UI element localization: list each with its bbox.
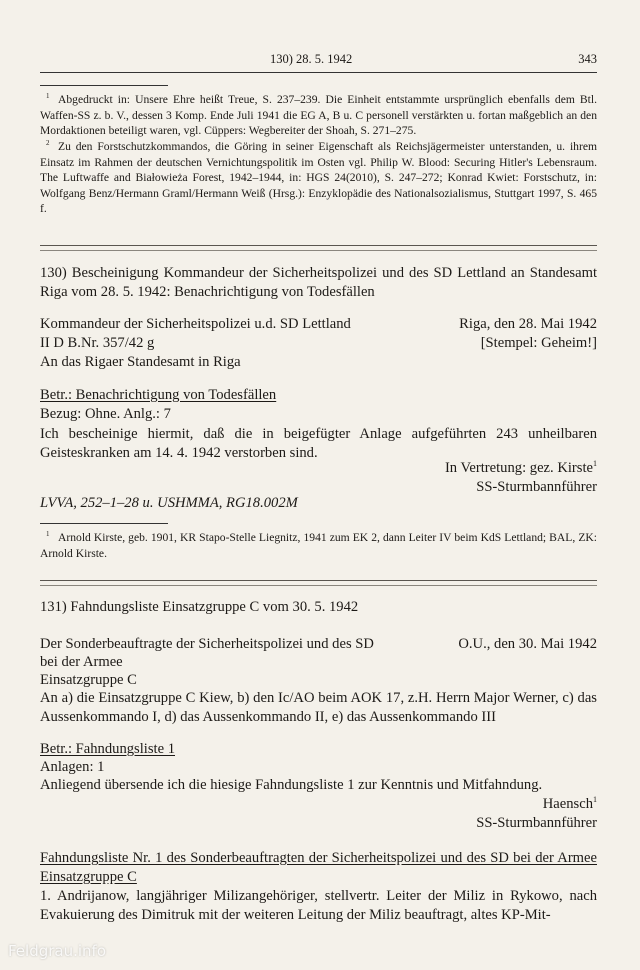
doc131-signature [543, 796, 597, 813]
running-header: 130) 28. 5. 1942 [270, 52, 353, 66]
doc130-place-date: Riga, den 28. Mai 1942 [459, 316, 597, 332]
doc130-source: LVVA, 252–1–28 u. USHMMA, RG18.002M [40, 495, 298, 511]
doc131-place-date: O.U., den 30. Mai 1942 [458, 636, 597, 652]
doc130-stamp: [Stempel: Geheim!] [480, 335, 597, 351]
footnote-1 [40, 92, 597, 139]
signature-text: Haensch [542, 796, 593, 812]
doc130-reference-number: II D B.Nr. 357/42 g [40, 335, 155, 351]
doc130-title: 130) Bescheinigung Kommandeur der Sicherheitspolizei und des SD Lettland an Standesamt Riga vom 28. 5. 1942: Benachrichtigung von Todesfällen [40, 265, 597, 300]
doc130-body: Ich bescheinige hiermit, daß die in beigefügter Anlage aufgeführten 243 unheilbaren Geisteskranken am 14. 4. 1942 verstorben sind. [40, 426, 597, 461]
footnote-text: Arnold Kirste, geb. 1901, KR Stapo-Stelle Liegnitz, 1941 zum EK 2, dann Leiter IV beim KdS Lettland; BAL, ZK: Arnold Kirste. [40, 531, 597, 560]
doc130-sender: Kommandeur der Sicherheitspolizei u.d. SD Lettland [40, 316, 351, 332]
doc130-subject: Betr.: Benachrichtigung von Todesfällen [40, 387, 277, 403]
footnote-text: Abgedruckt in: Unsere Ehre heißt Treue, S. 237–239. Die Einheit entstammte ursprünglich ebenfalls dem Btl. Waffen-SS z. b. V., dessen 3 Komp. Ende Juli 1941 die EG A, B u. C personell verstärkten u. fortan maßgeblich an den Mordaktionen beteiligt waren, vgl. Cüppers: Wegbereiter der Shoah, S. 271–275. [40, 93, 597, 137]
footnote-number: 2 [46, 139, 50, 148]
doc131-signature-rank: SS-Sturmbannführer [476, 815, 597, 831]
footnote-separator [40, 523, 168, 524]
header-rule [40, 72, 597, 73]
doc131-sender-line3: Einsatzgruppe C [40, 672, 137, 688]
signature-text: In Vertretung: gez. Kirste [444, 460, 593, 476]
section-divider [40, 245, 597, 251]
footnote-separator [40, 85, 168, 86]
doc130-recipient: An das Rigaer Standesamt in Riga [40, 354, 241, 370]
doc131-enclosures: Anlagen: 1 [40, 759, 105, 775]
footnote-text: Zu den Forstschutzkommandos, die Göring in seiner Eigenschaft als Reichsjägermeister unterstanden, u. ihrem Einsatz im Rahmen der deutschen Vernichtungspolitik im Osten vgl. Philip W. Blood: Securing Hitler's Lebensraum. The Luftwaffe and Białowieża Forest, 1942–1944, in: HGS 24(2010), S. 247–272; Konrad Kwiet: Forstschutz, in: Wolfgang Benz/Hermann Graml/Hermann Weiß (Hrsg.): Enzyklopädie des Nationalsozialismus, Stuttgart 1997, S. 465 f. [40, 140, 597, 215]
footnote-2 [40, 139, 597, 217]
doc131-body: Anliegend übersende ich die hiesige Fahndungsliste 1 zur Kenntnis und Mitfahndung. [40, 777, 543, 793]
footnote-number: 1 [46, 530, 50, 539]
doc131-subject: Betr.: Fahndungsliste 1 [40, 741, 175, 757]
section-divider [40, 580, 597, 586]
doc130-signature [445, 460, 597, 477]
doc131-list-title: Fahndungsliste Nr. 1 des Sonderbeauftragten der Sicherheitspolizei und des SD bei der Armee Einsatzgruppe C [40, 850, 597, 885]
signature-footnote-mark: 1 [593, 795, 597, 805]
signature-footnote-mark: 1 [593, 459, 597, 469]
page-number: 343 [578, 52, 597, 66]
doc131-list-item-1: 1. Andrijanow, langjähriger Milizangehöriger, stellvertr. Leiter der Miliz in Rykowo, nach Evakuierung des Dimitruk mit der weiteren Leitung der Miliz beauftragt, altes KP-Mit- [40, 888, 597, 923]
watermark: Feldgrau.info [8, 942, 107, 960]
doc131-addressees: An a) die Einsatzgruppe C Kiew, b) den Ic/AO beim AOK 17, z.H. Herrn Major Werner, c) das Aussenkommando I, d) das Aussenkommando II, e) das Aussenkommando III [40, 690, 597, 725]
doc130-signature-rank: SS-Sturmbannführer [476, 479, 597, 495]
doc130-footnote [40, 530, 597, 561]
doc131-sender: Der Sonderbeauftragte der Sicherheitspolizei und des SD [40, 636, 374, 652]
footnote-number: 1 [46, 92, 50, 101]
doc131-sender-line2: bei der Armee [40, 654, 123, 670]
doc130-reference-line: Bezug: Ohne. Anlg.: 7 [40, 406, 171, 422]
doc131-title: 131) Fahndungsliste Einsatzgruppe C vom 30. 5. 1942 [40, 599, 359, 615]
